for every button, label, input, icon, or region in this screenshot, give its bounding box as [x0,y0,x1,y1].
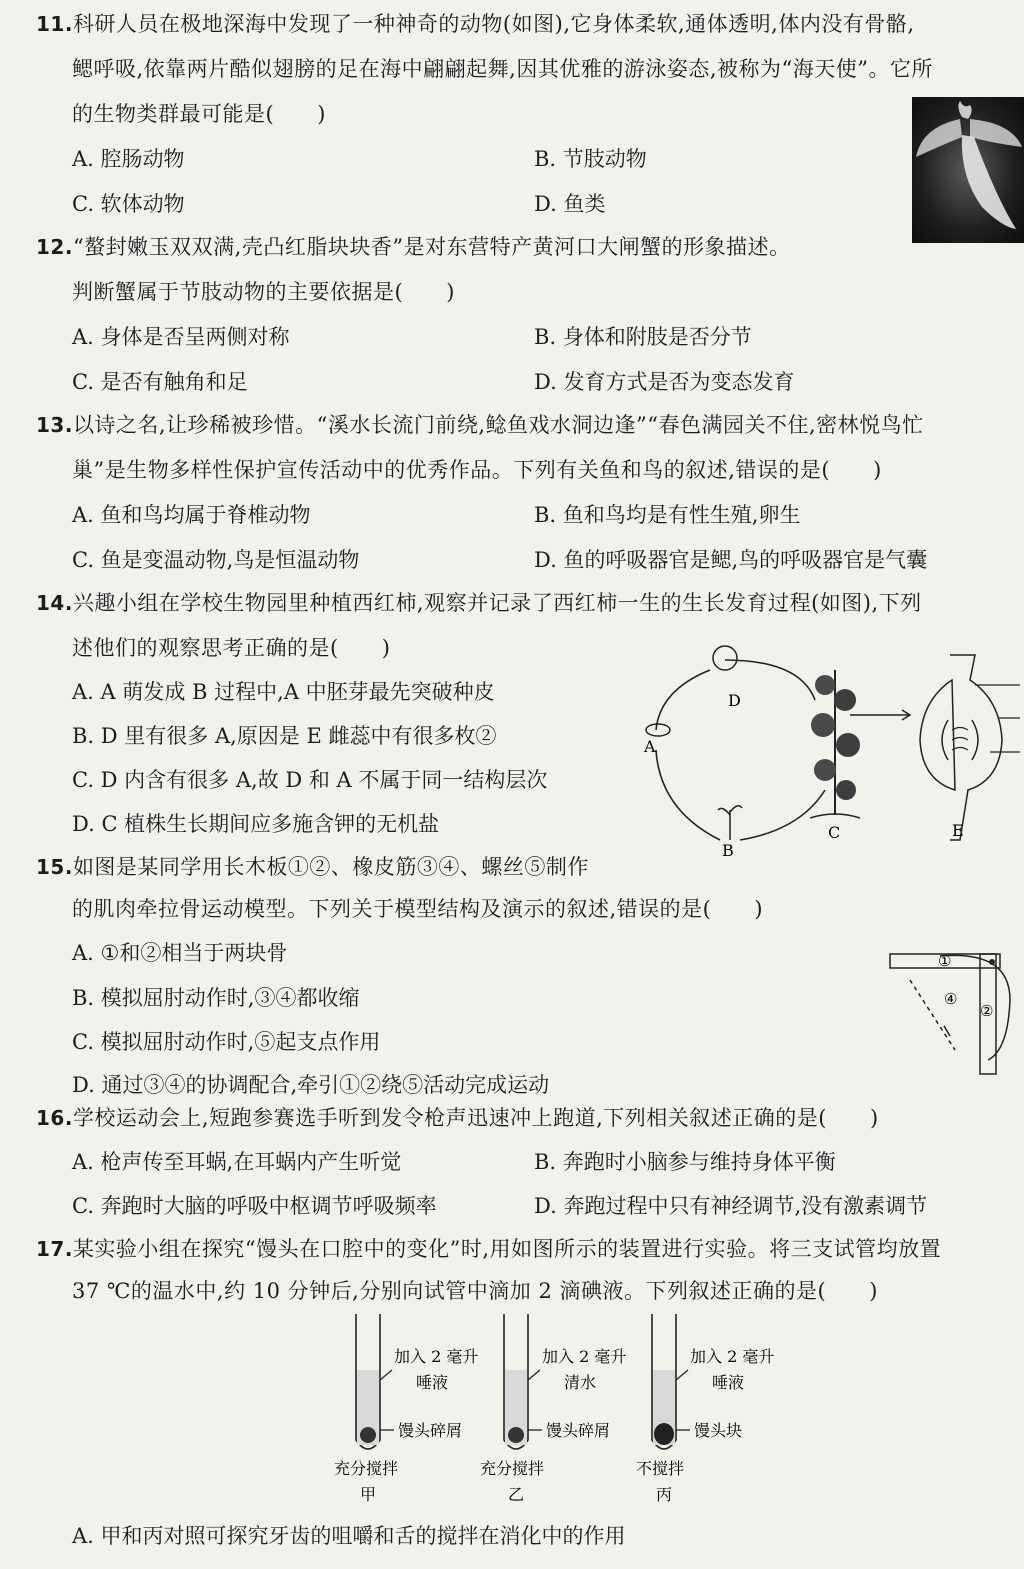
question-number: 16. [36,1106,73,1130]
option-a: A. A 萌发成 B 过程中,A 中胚芽最先突破种皮 [72,680,495,704]
option-b: B. 模拟屈肘动作时,③④都收缩 [72,986,360,1010]
option-b: B. D 里有很多 A,原因是 E 雌蕊中有很多枚② [72,724,497,748]
question-text: 37 ℃的温水中,约 10 分钟后,分别向试管中滴加 2 滴碘液。下列叙述正确的是( ) [72,1279,878,1303]
label-1: ① [938,952,952,970]
option-c: C. 奔跑时大脑的呼吸中枢调节呼吸频率 [72,1194,437,1218]
option-a: A. ①和②相当于两块骨 [72,941,288,965]
seed-icon [646,724,670,736]
label-c: C [828,823,841,842]
option-c: C. D 内含有很多 A,故 D 和 A 不属于同一结构层次 [72,768,548,792]
label-e: E [952,821,964,840]
tomato-plant-icon [810,670,860,818]
question-number: 14. [36,591,73,615]
tube-yi-stir: 充分搅拌 [480,1459,545,1478]
option-d: D. 发育方式是否为变态发育 [534,370,795,394]
option-c: C. 是否有触角和足 [72,370,248,394]
question-text: 巢”是生物多样性保护宣传活动中的优秀作品。下列有关鱼和鸟的叙述,错误的是( ) [72,458,882,482]
option-b: B. 身体和附肢是否分节 [534,325,752,349]
option-d: D. 奔跑过程中只有神经调节,没有激素调节 [534,1194,928,1218]
label-2: ② [980,1002,994,1020]
tube-jia-content: 馒头碎屑 [398,1421,463,1440]
tube-bing [652,1314,690,1449]
question-number: 12. [36,235,73,259]
option-c: C. 鱼是变温动物,鸟是恒温动物 [72,548,360,572]
option-c: C. 模拟屈肘动作时,⑤起支点作用 [72,1030,381,1054]
option-b: B. 鱼和鸟均是有性生殖,卵生 [534,503,801,527]
question-text: 科研人员在极地深海中发现了一种神奇的动物(如图),它身体柔软,通体透明,体内没有骨骼, [72,12,915,36]
option-c: C. 软体动物 [72,192,185,216]
question-text: 以诗之名,让珍稀被珍惜。“溪水长流门前绕,鲶鱼戏水洞边逢”“春色满园关不住,密林悦鸟忙 [72,413,924,437]
label-a: A [644,737,656,756]
label-4: ④ [944,990,958,1008]
question-text: 判断蟹属于节肢动物的主要依据是( ) [72,280,455,304]
pistil-diagram [920,655,1020,840]
question-text: 的肌肉牵拉骨运动模型。下列关于模型结构及演示的叙述,错误的是( ) [72,897,764,921]
option-d: D. C 植株生长期间应多施含钾的无机盐 [72,812,440,836]
option-a: A. 鱼和鸟均属于脊椎动物 [72,503,311,527]
tube-yi-add-2: 清水 [564,1373,597,1392]
option-a: A. 枪声传至耳蜗,在耳蜗内产生听觉 [72,1150,402,1174]
tube-bing-content: 馒头块 [694,1421,743,1440]
option-d: D. 鱼类 [534,192,606,216]
question-text: 兴趣小组在学校生物园里种植西红柿,观察并记录了西红柿一生的生长发育过程(如图),下列 [72,591,922,615]
question-number: 17. [36,1237,73,1261]
question-text: 鳃呼吸,依靠两片酷似翅膀的足在海中翩翩起舞,因其优雅的游泳姿态,被称为“海天使”。它所 [72,57,933,81]
sea-angel-photo [912,97,1024,243]
tube-bing-name: 丙 [656,1485,673,1504]
tube-jia-name: 甲 [360,1485,377,1504]
tube-jia [356,1314,394,1449]
seedling-icon [718,806,742,840]
tube-jia-add-1: 加入 2 毫升 [394,1347,479,1366]
question-number: 11. [36,12,73,36]
option-a: A. 甲和丙对照可探究牙齿的咀嚼和舌的搅拌在消化中的作用 [72,1524,626,1548]
question-number: 15. [36,855,73,879]
tube-jia-stir: 充分搅拌 [334,1459,399,1478]
option-d: D. 通过③④的协调配合,牵引①②绕⑤活动完成运动 [72,1073,550,1097]
tube-bing-add-2: 唾液 [712,1373,745,1392]
label-d: D [728,691,741,710]
tomato-fruit-icon [713,646,737,670]
tube-yi-add-1: 加入 2 毫升 [542,1347,627,1366]
option-d: D. 鱼的呼吸器官是鳃,鸟的呼吸器官是气囊 [534,548,928,572]
question-text: 的生物类群最可能是( ) [72,102,326,126]
tube-jia-add-2: 唾液 [416,1373,449,1392]
option-a: A. 腔肠动物 [72,147,185,171]
tube-yi-content: 馒头碎屑 [546,1421,611,1440]
sea-angel-image [912,97,1024,243]
option-b: B. 奔跑时小脑参与维持身体平衡 [534,1150,836,1174]
muscle-bone-model-diagram [880,940,1024,1080]
question-text: 述他们的观察思考正确的是( ) [72,636,391,660]
question-text: 某实验小组在探究“馒头在口腔中的变化”时,用如图所示的装置进行实验。将三支试管均放置 [72,1237,942,1261]
tube-yi [504,1314,542,1449]
question-text: “螯封嫩玉双双满,壳凸红脂块块香”是对东营特产黄河口大闸蟹的形象描述。 [72,235,791,259]
tube-yi-name: 乙 [508,1485,525,1504]
option-a: A. 身体是否呈两侧对称 [72,325,290,349]
tube-bing-stir: 不搅拌 [636,1459,685,1478]
tube-bing-add-1: 加入 2 毫升 [690,1347,775,1366]
option-b: B. 节肢动物 [534,147,647,171]
question-text: 如图是某同学用长木板①②、橡皮筋③④、螺丝⑤制作 [72,855,589,879]
question-text: 学校运动会上,短跑参赛选手听到发令枪声迅速冲上跑道,下列相关叙述正确的是( ) [72,1106,879,1130]
label-b: B [722,841,734,860]
tomato-life-cycle-diagram [630,640,1024,860]
test-tubes-diagram [320,1310,800,1510]
question-number: 13. [36,413,73,437]
